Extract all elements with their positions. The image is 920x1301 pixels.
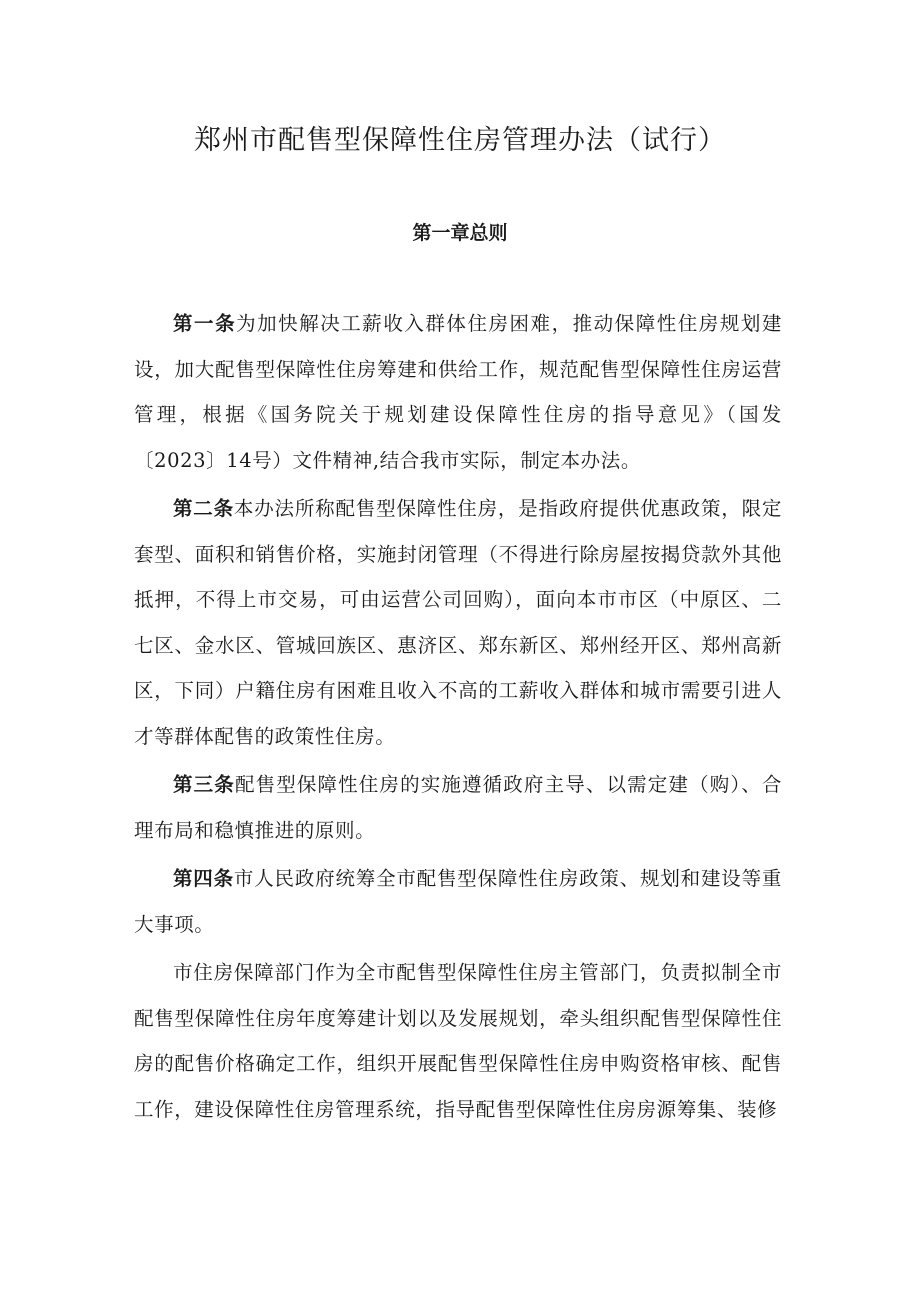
document-title: 郑州市配售型保障性住房管理办法（试行） [194, 125, 726, 156]
article-2-paragraph [134, 486, 782, 759]
article-text: 配售型保障性住房的实施遵循政府主导、以需定建（购）、合理布局和稳慎推进的原则。 [134, 773, 782, 842]
article-number: 第一条 [173, 312, 237, 335]
article-text: 本办法所称配售型保障性住房，是指政府提供优惠政策，限定套型、面积和销售价格，实施封闭管理（不得进行除房屋按揭贷款外其他抵押，不得上市交易，可由运营公司回购），面向本市市区（中原区、二七区、金水区、管城回族区、惠济区、郑东新区、郑州经开区、郑州高新区，下同）户籍住房有困难且收入不高的工薪收入群体和城市需要引进人才等群体配售的政策性住房。 [134, 497, 782, 748]
article-4-continuation-paragraph [134, 950, 782, 1132]
article-number: 第三条 [173, 773, 235, 796]
document-body [134, 301, 782, 1135]
article-text: 为加快解决工薪收入群体住房困难，推动保障性住房规划建设，加大配售型保障性住房筹建和供给工作，规范配售型保障性住房运营管理，根据《国务院关于规划建设保障性住房的指导意见》（国发〔2023〕14号）文件精神,结合我市实际，制定本办法。 [134, 312, 782, 472]
article-1-paragraph [134, 301, 782, 483]
article-number: 第二条 [173, 497, 234, 520]
article-3-paragraph [134, 762, 782, 853]
article-number: 第四条 [173, 867, 234, 890]
article-4-paragraph [134, 856, 782, 947]
article-text: 市人民政府统筹全市配售型保障性住房政策、规划和建设等重大事项。 [134, 867, 782, 936]
article-text: 市住房保障部门作为全市配售型保障性住房主管部门，负责拟制全市配售型保障性住房年度筹建计划以及发展规划，牵头组织配售型保障性住房的配售价格确定工作，组织开展配售型保障性住房申购资格审核、配售工作，建设保障性住房管理系统，指导配售型保障性住房房源筹集、装修 [134, 961, 782, 1121]
chapter-title: 第一章总则 [412, 222, 508, 244]
